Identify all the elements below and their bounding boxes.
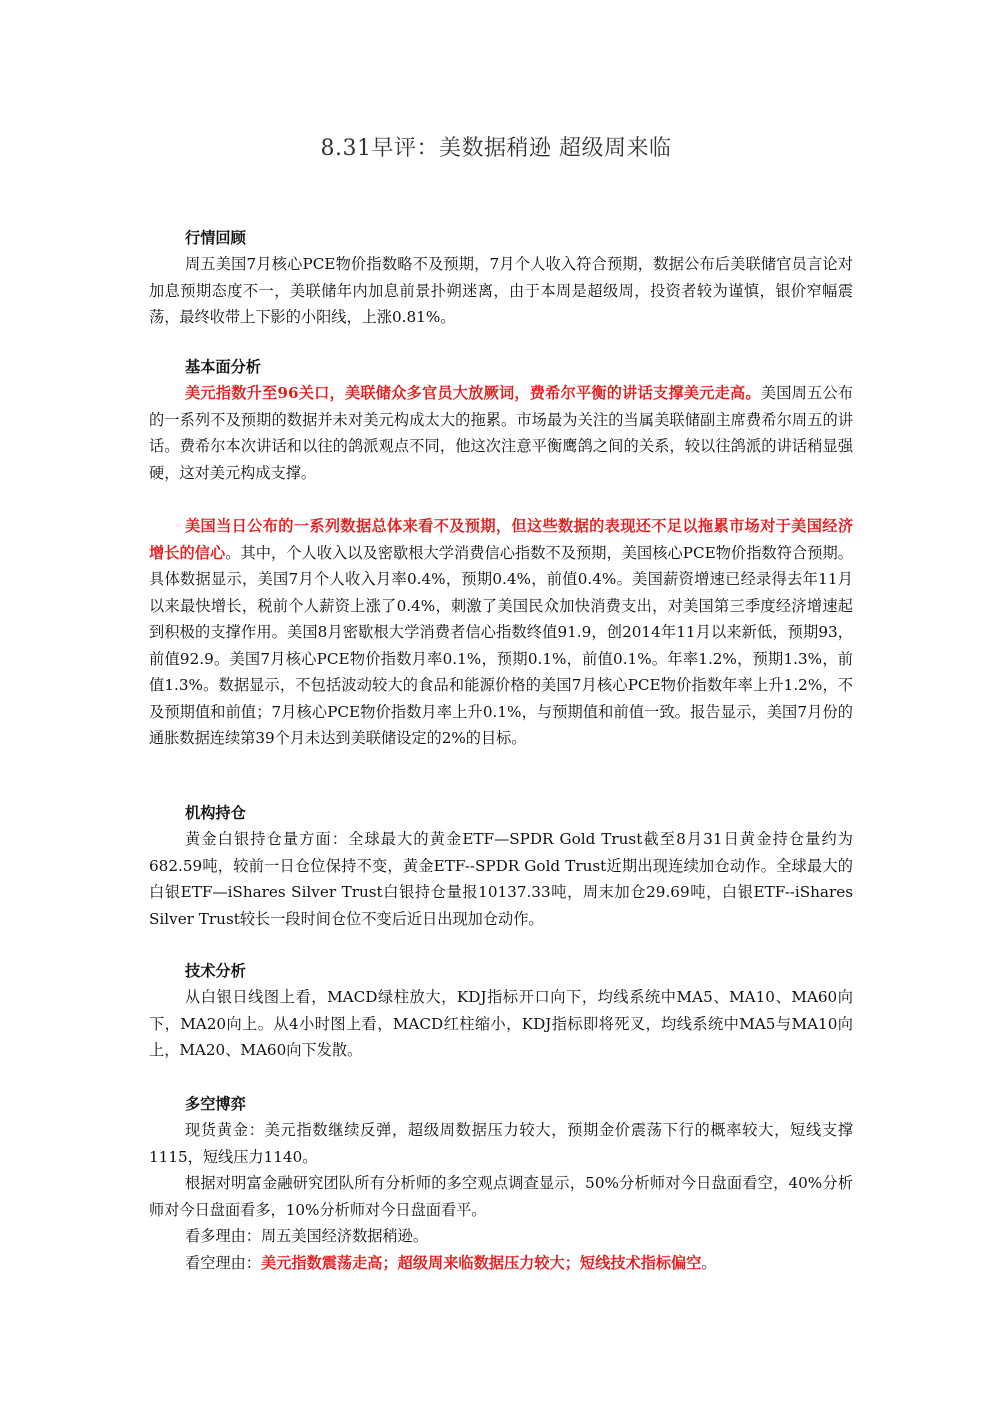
section-fundamental-analysis [149,354,853,486]
paragraph: 周五美国7月核心PCE物价指数略不及预期，7月个人收入符合预期，数据公布后美联储官员言论对加息预期态度不一，美联储年内加息前景扑朔迷离，由于本周是超级周，投资者较为谨慎，银价窄幅震荡，最终收带上下影的小阳线，上涨0.81%。 [149,255,853,326]
paragraph-text: 。其中，个人收入以及密歇根大学消费信心指数不及预期，美国核心PCE物价指数符合预期。具体数据显示，美国7月个人收入月率0.4%，预期0.4%，前值0.4%。美国薪资增速已经录得去年11月以来最快增长，税前个人薪资上涨了0.4%，刺激了美国民众加快消费支出，对美国第三季度经济增速起到积极的支撑作用。美国8月密歇根大学消费者信心指数终值91.9，创2014年11月以来新低，预期93，前值92.9。美国7月核心PCE物价指数月率0.1%，预期0.1%，前值0.1%。年率1.2%，预期1.3%，前值1.3%。数据显示，不包括波动较大的食品和能源价格的美国7月核心PCE物价指数年率上升1.2%，不及预期值和前值；7月核心PCE物价指数月率上升0.1%，与预期值和前值一致。报告显示，美国7月份的通胀数据连续第39个月未达到美联储设定的2%的目标。 [149,543,853,747]
paragraph [149,513,853,752]
paragraph: 现货黄金：美元指数继续反弹，超级周数据压力较大，预期金价震荡下行的概率较大，短线支撑1115，短线压力1140。 [149,1121,853,1166]
section-heading-market-review: 行情回顾 [185,229,246,247]
section-heading-long-short: 多空博弈 [185,1095,246,1113]
paragraph-text: 看空理由： [185,1253,261,1272]
paragraph [149,1250,853,1277]
paragraph [149,380,853,486]
paragraph-text: 美国周五公布的一系列不及预期的数据并未对美元构成太大的拖累。市场最为关注的当属美联储副主席费希尔周五的讲话。费希尔本次讲话和以往的鸽派观点不同，他这次注意平衡鹰鸽之间的关系，较以往鸽派的讲话稍显强硬，这对美元构成支撑。 [149,384,854,482]
paragraph: 从白银日线图上看，MACD绿柱放大，KDJ指标开口向下，均线系统中MA5、MA10、MA60向下，MA20向上。从4小时图上看，MACD红柱缩小，KDJ指标即将死叉，均线系统中MA5与MA10向上，MA20、MA60向下发散。 [149,988,853,1059]
paragraph: 看多理由：周五美国经济数据稍逊。 [185,1227,428,1245]
section-market-review [149,225,853,331]
highlight-text: 美国当日公布的一系列数据总体来看不及预期，但这些数据的表现还不足以拖累市场对于美国经济增长的信心 [149,517,853,562]
section-long-short [149,1091,853,1276]
section-fundamental-data [149,513,853,752]
section-technical-analysis [149,958,853,1064]
section-heading-technical: 技术分析 [185,962,246,980]
paragraph: 黄金白银持仓量方面：全球最大的黄金ETF—SPDR Gold Trust截至8月31日黄金持仓量约为682.59吨，较前一日仓位保持不变，黄金ETF--SPDR Gold Trust近期出现连续加仓动作。全球最大的白银ETF—iShares Silver Trust白银持仓量报10137.33吨，周末加仓29.69吨，白银ETF--iShares Silver Trust较长一段时间仓位不变后近日出现加仓动作。 [149,830,853,928]
paragraph: 根据对明富金融研究团队所有分析师的多空观点调查显示，50%分析师对今日盘面看空，40%分析师对今日盘面看多，10%分析师对今日盘面看平。 [149,1174,853,1219]
highlight-text: 美元指数震荡走高；超级周来临数据压力较大；短线技术指标偏空 [260,1253,702,1272]
section-institutional-positions [149,800,853,932]
page-title: 8.31早评：美数据稍逊 超级周来临 [320,136,672,161]
paragraph-text: 。 [701,1253,717,1272]
section-heading-positions: 机构持仓 [185,804,246,822]
section-heading-fundamental: 基本面分析 [185,358,261,376]
highlight-text: 美元指数升至96关口，美联储众多官员大放厥词，费希尔平衡的讲话支撑美元走高。 [185,384,761,402]
